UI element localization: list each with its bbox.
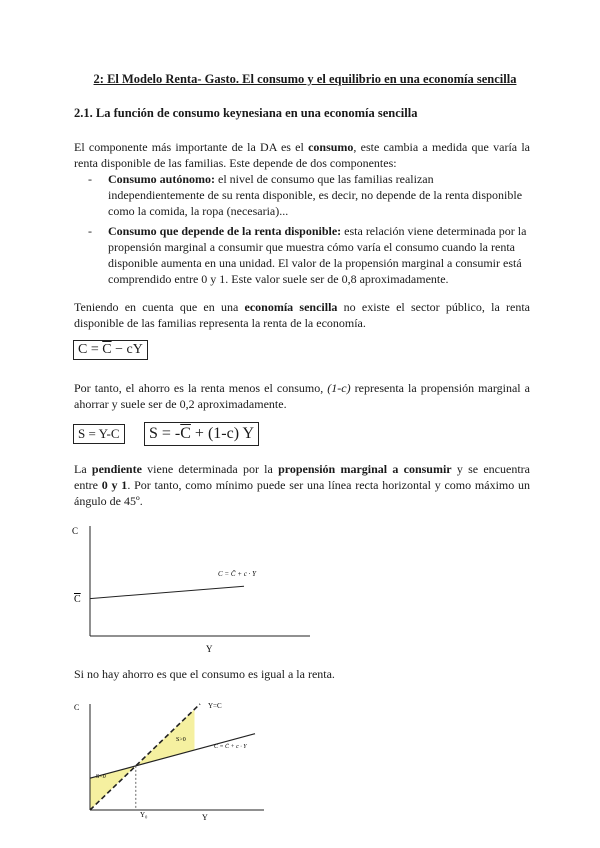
x-axis-label: Y — [206, 644, 213, 654]
consumption-line — [90, 586, 244, 598]
bullet-list — [88, 171, 530, 287]
term-consumo: consumo — [308, 140, 354, 154]
paragraph-economia-sencilla: Teniendo en cuenta que en una economía sencilla no existe el sector público, la renta disponible de las familias representa la renta de la economía. — [74, 300, 530, 330]
bullet-item: - Consumo autónomo: el nivel de consumo que las familias realizan independientemente de su renta disponible, es decir, no depende de la renta disponible como la comida, la ropa (necesaria)... — [88, 172, 523, 218]
paragraph-sin-ahorro: Si no hay ahorro es que el consumo es igual a la renta. — [74, 667, 335, 681]
y-axis-label: C — [72, 526, 79, 536]
paragraph-pendiente: La pendiente viene determinada por la propensión marginal a consumir y se encuentra entre 0 y 1. Por tanto, como mínimo puede ser una línea recta horizontal y como máximo un ángulo de 45º. — [74, 462, 531, 508]
saving-label: S>0 — [176, 737, 186, 743]
x-axis-label: Y — [202, 813, 208, 822]
consumption-line-label: C = C̄ + c · Y — [218, 570, 257, 578]
consumption-function-chart — [60, 518, 320, 658]
bullet-item: - Consumo que depende de la renta disponible: esta relación viene determinada por la propensión marginal a consumir que muestra cómo varía el consumo cuando la renta disponible aumenta en una unidad. El valor de la propensión marginal a consumir está comprendido entre 0 y 1. Este valor suele ser de 0,8 aproximadamente. — [88, 224, 527, 286]
section-subtitle: 2.1. La función de consumo keynesiana en una economía sencilla — [74, 106, 418, 120]
paragraph-ahorro: Por tanto, el ahorro es la renta menos el consumo, (1-c) representa la propensión marginal a ahorrar y suele ser de 0,2 aproximadamente. — [74, 381, 530, 411]
line-45-label: Y=C — [208, 702, 222, 710]
consumption-line-label: C = C̄ + c · Y — [214, 744, 247, 750]
saving-zero-chart — [68, 696, 268, 824]
saving-identity-formula: S = Y-C — [73, 424, 125, 444]
equilibrium-income-label: Y₀ — [140, 811, 148, 819]
dissaving-label: S<0 — [96, 774, 106, 780]
y-axis-label: C — [74, 703, 80, 712]
intercept-label: C — [74, 594, 81, 605]
document-title: 2: El Modelo Renta- Gasto. El consumo y el equilibrio en una economía sencilla — [93, 72, 517, 86]
saving-function-formula: $S = -\overline{C} + (1-c)$ Y — [144, 422, 259, 446]
consumption-formula: $C = \overline{C}$ − cY — [73, 340, 148, 360]
paragraph-consumo: El componente más importante de la DA es el consumo, este cambia a medida que varía la renta disponible de las familias. Este depende de dos componentes: — [74, 140, 531, 170]
